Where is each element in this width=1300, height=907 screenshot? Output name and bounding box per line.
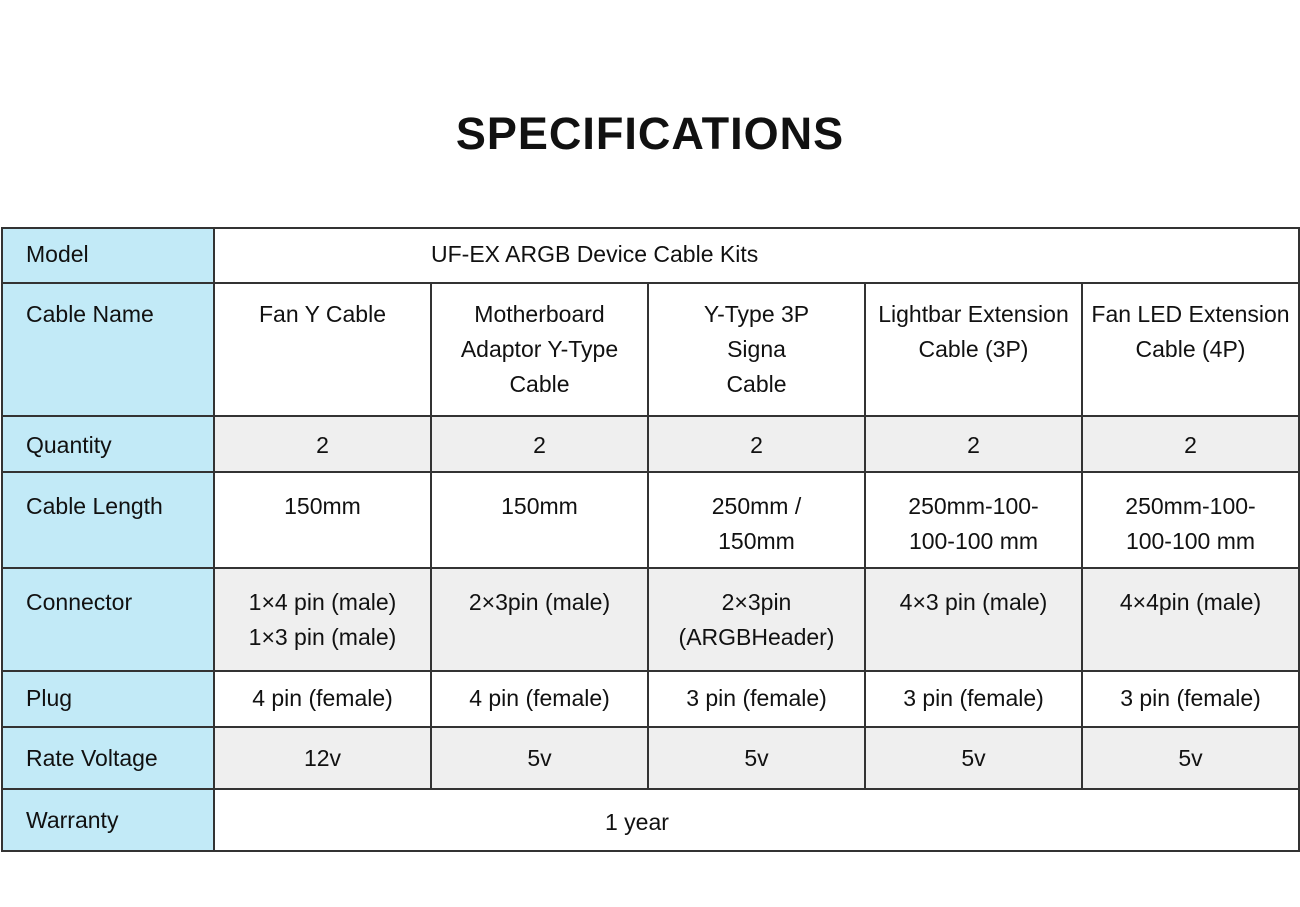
row-label: Warranty [2,789,214,851]
row-label: Quantity [2,416,214,472]
cell: Fan Y Cable [214,283,431,416]
row-label: Model [2,228,214,283]
cell: 250mm / 150mm [648,472,865,568]
cell: 150mm [214,472,431,568]
cell: 2×3pin (ARGBHeader) [648,568,865,671]
cell: 12v [214,727,431,789]
cell: 2 [214,416,431,472]
row-quantity [2,416,1299,472]
cell: 5v [1082,727,1299,789]
row-model [2,228,1299,283]
row-cable-length [2,472,1299,568]
cell: 4 pin (female) [431,671,648,727]
cell: Fan LED Extension Cable (4P) [1082,283,1299,416]
cell: 2×3pin (male) [431,568,648,671]
cell: 3 pin (female) [1082,671,1299,727]
cell: Y-Type 3P Signa Cable [648,283,865,416]
cell: 5v [431,727,648,789]
row-label: Cable Length [2,472,214,568]
cell: 3 pin (female) [648,671,865,727]
row-connector [2,568,1299,671]
cell: 150mm [431,472,648,568]
row-cable-name [2,283,1299,416]
cell: 3 pin (female) [865,671,1082,727]
cell: 250mm-100-100-100 mm [865,472,1082,568]
cell: 4×3 pin (male) [865,568,1082,671]
row-rate-voltage [2,727,1299,789]
cell: 4×4pin (male) [1082,568,1299,671]
cell: Lightbar Extension Cable (3P) [865,283,1082,416]
page-title: SPECIFICATIONS [455,108,845,159]
row-label: Connector [2,568,214,671]
model-value: UF-EX ARGB Device Cable Kits [214,228,1299,283]
cell: 2 [865,416,1082,472]
cell: 4 pin (female) [214,671,431,727]
cell: 2 [1082,416,1299,472]
row-label: Plug [2,671,214,727]
row-plug [2,671,1299,727]
cell: 2 [431,416,648,472]
cell: 2 [648,416,865,472]
warranty-value: 1 year [214,789,1299,851]
row-label: Rate Voltage [2,727,214,789]
cell: 250mm-100-100-100 mm [1082,472,1299,568]
row-warranty [2,789,1299,851]
cell: Motherboard Adaptor Y-Type Cable [431,283,648,416]
cell: 5v [865,727,1082,789]
row-label: Cable Name [2,283,214,416]
cell: 1×4 pin (male) 1×3 pin (male) [214,568,431,671]
cell: 5v [648,727,865,789]
specifications-table [1,227,1300,852]
